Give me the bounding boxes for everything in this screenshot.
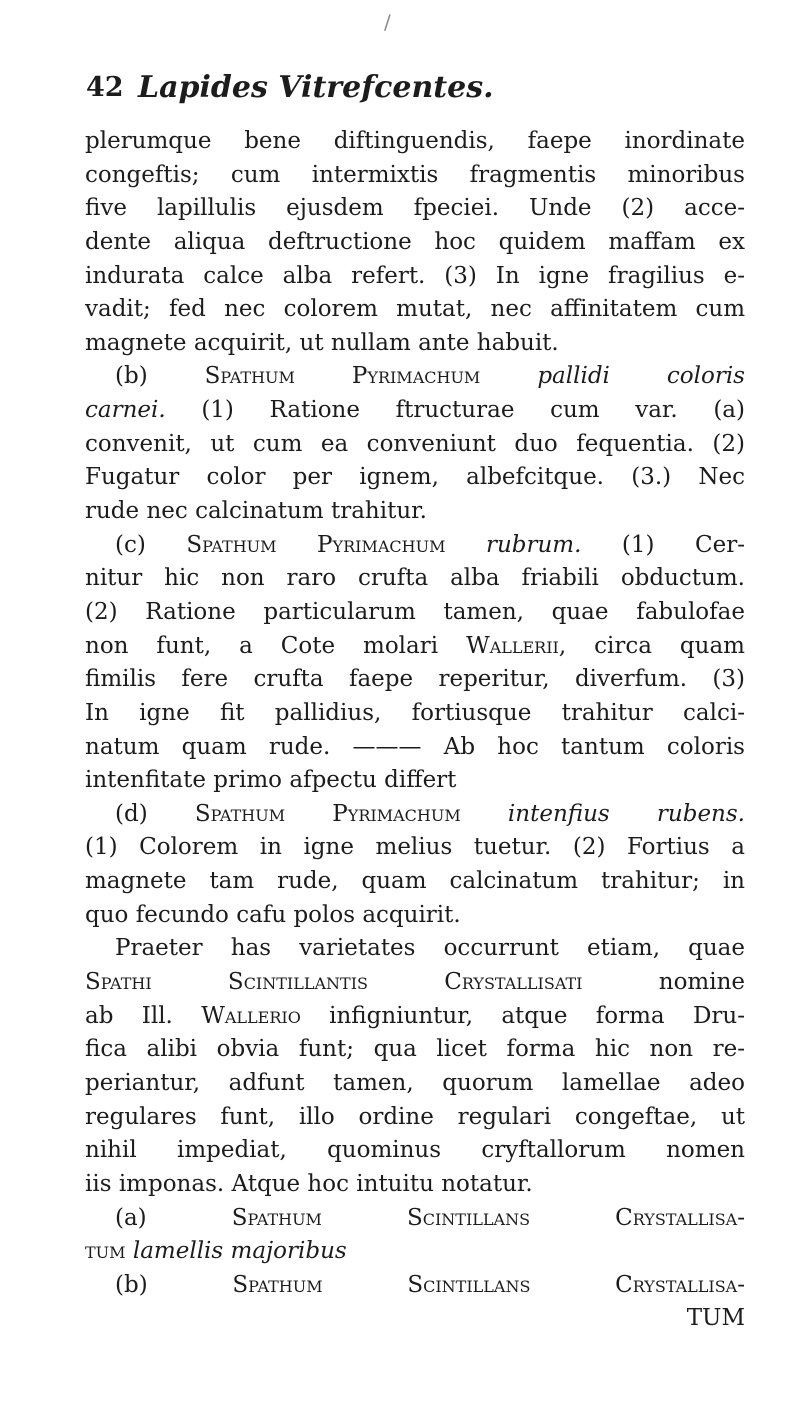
text-line [85,1067,745,1101]
text-segment: plerumque bene diftinguendis, faepe inordinate [85,128,745,154]
text-line [85,461,745,495]
text-segment: nomine [582,969,746,996]
text-segment: magnete tam rude, quam calcinatum trahitur; in [85,868,745,895]
text-line [85,932,745,966]
corner-mark: / [384,10,391,34]
text-segment: Wallerio [201,1002,301,1029]
text-line [85,394,745,428]
text-line [85,226,745,260]
text-segment: (b) [115,1271,233,1298]
running-title: Lapides Vitrefcentes. [138,70,494,105]
text-line [85,159,745,193]
text-line [85,966,745,1000]
text-segment: intenfius rubens. [507,800,745,827]
text-line [85,293,745,327]
text-segment: Fugatur color per ignem, albefcitque. (3.) Nec [85,464,745,491]
text-line [85,1235,745,1269]
text-line [85,125,745,159]
text-segment: Spathum Pyrimachum [186,531,486,558]
text-segment: Praeter has varietates occurrunt etiam, quae [115,935,745,962]
text-segment: lamellis majoribus [132,1238,347,1265]
text-segment: quo fecundo cafu polos acquirit. [85,901,461,928]
text-segment: convenit, ut cum ea conveniunt duo fequentia. (2) [85,430,745,457]
text-line [85,562,745,596]
text-segment: non funt, a Cote molari [85,632,467,659]
text-line [85,327,745,361]
text-line [85,1202,745,1236]
text-line [85,1134,745,1168]
text-segment: rubrum. [485,531,582,558]
text-line [85,731,745,765]
text-segment: five lapillulis ejusdem fpeciei. Unde (2) acce- [85,195,745,222]
text-line [85,1033,745,1067]
text-segment: (a) [115,1204,232,1231]
text-segment: periantur, adfunt tamen, quorum lamellae adeo [85,1069,745,1096]
text-segment: pallidi coloris [537,363,745,390]
text-segment: , circa quam [558,632,745,659]
text-segment: infigniuntur, atque forma Dru- [300,1002,745,1029]
text-segment: nihil impediat, quominus cryftallorum nomen [85,1137,745,1164]
text-line [85,1168,745,1202]
text-segment: intenfitate primo afpectu differt [85,767,457,794]
text-line [85,630,745,664]
page-header [86,72,736,112]
text-segment: ab Ill. [85,1002,202,1029]
text-segment: Spathum Scintillans Crystallisa- [232,1271,746,1298]
text-segment: (2) Ratione particularum tamen, quae fabulofae [85,598,745,625]
text-segment: carnei. [85,397,166,424]
text-segment: natum quam rude. ——— Ab hoc tantum coloris [85,733,745,760]
text-segment: rude nec calcinatum trahitur. [85,498,427,525]
text-segment: fimilis fere crufta faepe reperitur, diverfum. (3) [85,666,745,693]
text-segment: (1) Ratione ftructurae cum var. (a) [165,397,745,424]
text-segment: congeftis; cum intermixtis fragmentis minoribus [85,161,745,188]
text-segment: Spathum Pyrimachum [194,800,508,827]
text-segment: (d) [115,800,195,827]
text-segment: iis imponas. Atque hoc intuitu notatur. [85,1170,533,1197]
text-line [85,192,745,226]
text-segment: vadit; fed nec colorem mutat, nec affinitatem cum [85,296,745,323]
text-segment: indurata calce alba refert. (3) In igne fragilius e- [85,262,745,289]
text-line [85,1269,745,1303]
body-text [85,125,745,1336]
text-segment: tum [85,1238,133,1265]
text-line [85,260,745,294]
catchword: TUM [686,1305,745,1332]
text-line [85,1000,745,1034]
text-segment: fica alibi obvia funt; qua licet forma hic non re- [85,1036,745,1063]
text-segment: Spathum Scintillans Crystallisa- [231,1204,745,1231]
text-line [85,360,745,394]
text-segment: dente aliqua deftructione hoc quidem maffam ex [85,228,745,255]
text-segment: nitur hic non raro crufta alba friabili obductum. [85,565,745,592]
text-segment: Wallerii [466,632,559,659]
text-line [85,1101,745,1135]
page-number: 42 [86,72,124,103]
text-line [85,529,745,563]
text-line [85,495,745,529]
text-segment: In igne fit pallidius, fortiusque trahitur calci- [85,699,745,726]
text-line [85,899,745,933]
text-segment: (1) Cer- [581,531,745,558]
text-line [85,697,745,731]
text-line [85,596,745,630]
text-segment: (c) [115,531,187,558]
text-segment: regulares funt, illo ordine regulari congeftae, ut [85,1103,745,1130]
text-segment: Spathum Pyrimachum [204,363,538,390]
text-line [85,663,745,697]
text-line [85,865,745,899]
text-segment: magnete acquirit, ut nullam ante habuit. [85,329,559,356]
text-line [85,428,745,462]
text-segment: (b) [115,363,205,390]
text-line [85,798,745,832]
text-line [85,831,745,865]
text-segment: (1) Colorem in igne melius tuetur. (2) Fortius a [85,834,745,861]
text-line [85,764,745,798]
text-segment: Spathi Scintillantis Crystallisati [85,969,583,996]
